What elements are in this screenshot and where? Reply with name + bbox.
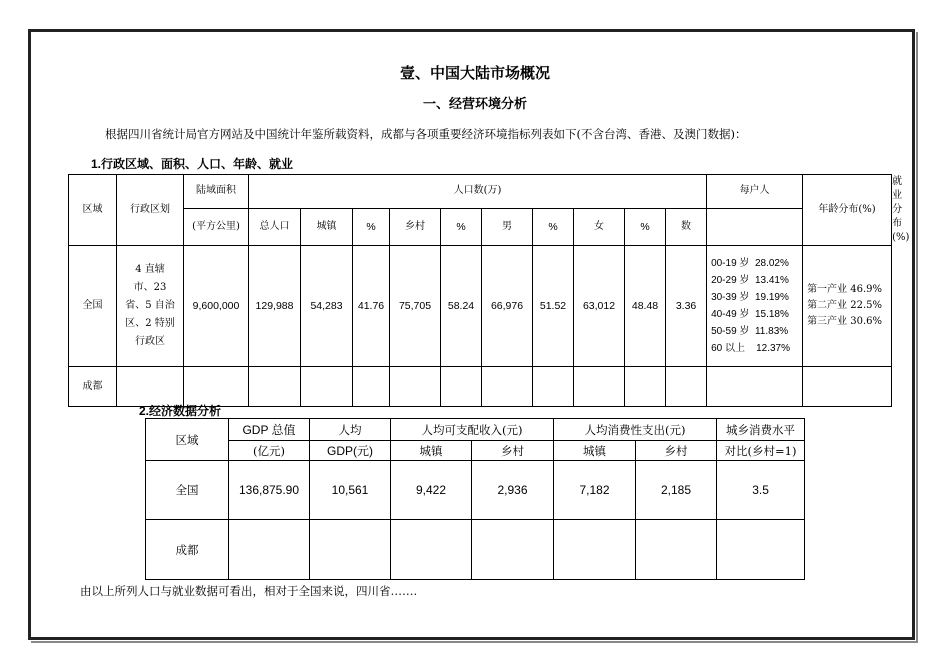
header-urban-pct: % bbox=[353, 208, 390, 245]
header-household-unit: 数 bbox=[666, 208, 707, 245]
header-income-urban: 城镇 bbox=[391, 441, 472, 461]
section2-title: 2.经济数据分析 bbox=[139, 404, 222, 418]
row-urban-pct: 41.76 bbox=[353, 246, 390, 367]
intro-paragraph: 根据四川省统计局官方网站及中国统计年鉴所载资料，成都与各项重要经济环境指标列表如下(不含台湾、香港、及澳门数据)： bbox=[105, 127, 747, 141]
header-income-rural: 乡村 bbox=[472, 441, 554, 461]
empty-cell bbox=[441, 367, 482, 407]
header-income: 人均可支配收入(元) bbox=[391, 419, 554, 441]
row-age-distribution bbox=[707, 246, 803, 367]
row-region: 成都 bbox=[69, 367, 117, 407]
row-male: 66,976 bbox=[482, 246, 533, 367]
header-male: 男 bbox=[482, 208, 533, 245]
header-region: 区域 bbox=[146, 419, 229, 461]
row-female: 63,012 bbox=[574, 246, 625, 367]
header-rural-pct: % bbox=[441, 208, 482, 245]
row-area: 9,600,000 bbox=[184, 246, 249, 367]
row-income-rural: 2,936 bbox=[472, 461, 554, 520]
header-area: 陆域面积 bbox=[184, 175, 249, 209]
economy-table bbox=[145, 418, 805, 580]
empty-cell bbox=[707, 367, 803, 407]
empty-cell bbox=[117, 367, 184, 407]
header-admin: 行政区划 bbox=[117, 175, 184, 246]
row-rural-pct: 58.24 bbox=[441, 246, 482, 367]
empty-cell bbox=[301, 367, 353, 407]
footer-note: 由以上所列人口与就业数据可看出，相对于全国来说，四川省……. bbox=[80, 584, 418, 598]
row-ratio: 3.5 bbox=[717, 461, 805, 520]
header-female: 女 bbox=[574, 208, 625, 245]
page-title: 壹、中国大陆市场概况 bbox=[399, 64, 550, 82]
empty-cell bbox=[636, 520, 717, 580]
empty-cell bbox=[533, 367, 574, 407]
header-urban: 城镇 bbox=[301, 208, 353, 245]
empty-cell bbox=[249, 367, 301, 407]
row-household: 3.36 bbox=[666, 246, 707, 367]
employment-line: 第二产业 22.5% bbox=[807, 300, 883, 311]
age-line: 30-39 岁 19.19% bbox=[711, 292, 789, 303]
header-gdp-pc-unit: GDP(元) bbox=[310, 441, 391, 461]
empty-cell bbox=[472, 520, 554, 580]
employment-line: 第三产业 30.6% bbox=[807, 316, 883, 327]
header-consumption: 人均消费性支出(元) bbox=[554, 419, 717, 441]
row-gdp-pc: 10,561 bbox=[310, 461, 391, 520]
empty-cell bbox=[625, 367, 666, 407]
empty-cell bbox=[803, 367, 892, 407]
header-male-pct: % bbox=[533, 208, 574, 245]
row-gdp: 136,875.90 bbox=[229, 461, 310, 520]
empty-cell bbox=[482, 367, 533, 407]
row-employment-distribution bbox=[803, 246, 892, 367]
age-line: 00-19 岁 28.02% bbox=[711, 258, 789, 269]
empty-cell bbox=[391, 520, 472, 580]
header-area-unit: (平方公里) bbox=[184, 208, 249, 245]
header-household: 每户人 bbox=[707, 175, 803, 209]
admin-line: 市、23 bbox=[133, 282, 167, 293]
header-ratio: 城乡消费水平 bbox=[717, 419, 805, 441]
empty-cell bbox=[717, 520, 805, 580]
employment-line: 第一产业 46.9% bbox=[807, 284, 883, 295]
row-region: 成都 bbox=[146, 520, 229, 580]
empty-cell bbox=[390, 367, 441, 407]
header-rural: 乡村 bbox=[390, 208, 441, 245]
header-total: 总人口 bbox=[249, 208, 301, 245]
page-subtitle: 一、经营环境分析 bbox=[422, 97, 527, 112]
empty-cell bbox=[666, 367, 707, 407]
header-cons-urban: 城镇 bbox=[554, 441, 636, 461]
empty-cell bbox=[229, 520, 310, 580]
age-line: 40-49 岁 15.18% bbox=[711, 309, 789, 320]
header-female-pct: % bbox=[625, 208, 666, 245]
header-gdp: GDP 总值 bbox=[229, 419, 310, 441]
row-female-pct: 48.48 bbox=[625, 246, 666, 367]
empty-cell bbox=[574, 367, 625, 407]
row-admin bbox=[117, 246, 184, 367]
header-cons-rural: 乡村 bbox=[636, 441, 717, 461]
header-population: 人口数(万) bbox=[249, 175, 707, 209]
empty-cell bbox=[310, 520, 391, 580]
row-region: 全国 bbox=[69, 246, 117, 367]
row-region: 全国 bbox=[146, 461, 229, 520]
age-line: 50-59 岁 11.83% bbox=[711, 326, 789, 337]
header-age: 年龄分布(%) bbox=[803, 175, 892, 246]
header-gdp-pc: 人均 bbox=[310, 419, 391, 441]
population-table: 区域 行政区划 陆域面积 人口数(万) 每户人 年龄分布(%) 就业分布(%) (平方公里) 总人口 城镇 % 乡村 % 男 % 女 % 数 全国 4 直辖 市、23 省、5 自治 区、2 特别 行政区 9,600,000 129,988 54,283 41.76 75,705 58.24 66,976 51.52 63,012 48.48 3.36 00-19 岁 28.02% 20-29 岁 13.41% 30-39 岁 19.19% 40-49 岁 15.18% 50-59 岁 11.83% 60 以上 12.37% 第一产业 46.9% 第二产业 22.5% 第三产业 30.6% 成都 bbox=[68, 174, 892, 407]
row-cons-urban: 7,182 bbox=[554, 461, 636, 520]
header-region: 区域 bbox=[69, 175, 117, 246]
section1-title: 1.行政区域、面积、人口、年龄、就业 bbox=[91, 157, 294, 171]
admin-line: 行政区 bbox=[135, 336, 165, 347]
age-line: 60 以上 12.37% bbox=[711, 343, 790, 354]
empty-cell bbox=[554, 520, 636, 580]
age-line: 20-29 岁 13.41% bbox=[711, 275, 789, 286]
header-ratio-unit: 对比(乡村=1) bbox=[717, 441, 805, 461]
empty-cell bbox=[353, 367, 390, 407]
row-cons-rural: 2,185 bbox=[636, 461, 717, 520]
row-male-pct: 51.52 bbox=[533, 246, 574, 367]
row-total: 129,988 bbox=[249, 246, 301, 367]
row-rural: 75,705 bbox=[390, 246, 441, 367]
empty-cell bbox=[184, 367, 249, 407]
row-urban: 54,283 bbox=[301, 246, 353, 367]
admin-line: 4 直辖 bbox=[135, 264, 165, 275]
row-income-urban: 9,422 bbox=[391, 461, 472, 520]
header-gdp-unit: (亿元) bbox=[229, 441, 310, 461]
admin-line: 区、2 特别 bbox=[125, 318, 175, 329]
admin-line: 省、5 自治 bbox=[125, 300, 175, 311]
